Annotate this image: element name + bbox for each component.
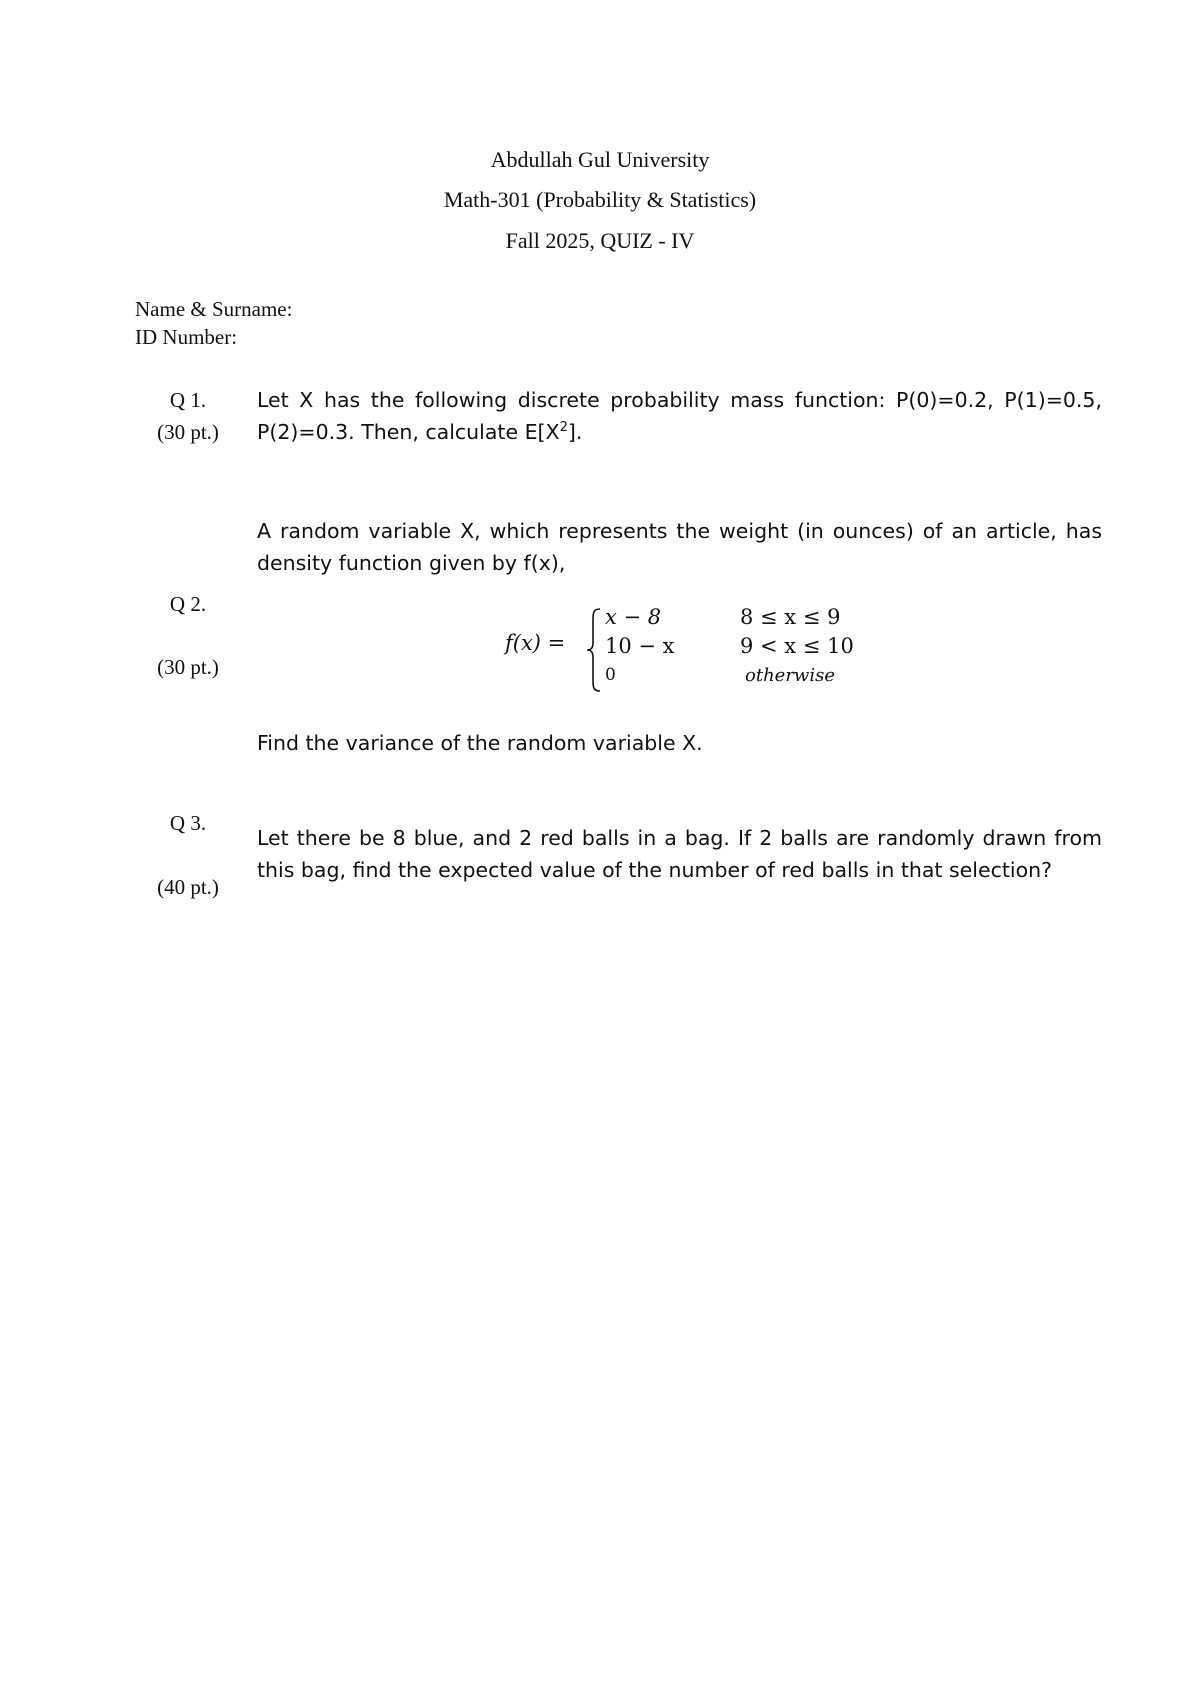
q3-points: (40 pt.) xyxy=(157,875,219,899)
q1-points: (30 pt.) xyxy=(157,420,219,444)
formula-condition: 8 ≤ x ≤ 9 xyxy=(740,605,841,629)
formula-row xyxy=(605,634,865,662)
quiz-title: Fall 2025, QUIZ - IV xyxy=(505,228,695,253)
formula-lhs: f(x) = xyxy=(505,631,566,655)
formula-expr: 0 xyxy=(605,665,616,685)
formula-condition: 9 < x ≤ 10 xyxy=(740,634,854,658)
formula-row xyxy=(605,605,865,633)
formula-condition: otherwise xyxy=(745,665,835,686)
q1-number: Q 1. xyxy=(169,388,207,412)
q2-number: Q 2. xyxy=(169,592,207,616)
q3-text: Let there be 8 blue, and 2 red balls in a bag. If 2 balls are randomly drawn from this bag, find the expected value of the number of red balls in that selection? xyxy=(257,826,1102,882)
q2-intro: A random variable X, which represents the weight (in ounces) of an article, has density function given by f(x), xyxy=(257,519,1102,575)
q1-text-main: Let X has the following discrete probability mass function: P(0)=0.2, P(1)=0.5, P(2)=0.3. Then, calculate E[X xyxy=(257,388,1102,444)
university-title: Abdullah Gul University xyxy=(490,147,710,172)
q3-number: Q 3. xyxy=(169,811,207,835)
formula-expr: x − 8 xyxy=(605,605,662,629)
formula-row xyxy=(605,665,865,693)
q2-points: (30 pt.) xyxy=(157,655,219,679)
q2-task: Find the variance of the random variable X. xyxy=(257,731,703,755)
density-function-formula xyxy=(505,605,865,695)
id-number-label: ID Number: xyxy=(135,325,238,349)
left-brace-icon xyxy=(585,607,603,693)
q1-exponent: 2 xyxy=(559,420,568,436)
name-surname-label: Name & Surname: xyxy=(135,297,293,321)
q1-text xyxy=(257,384,1102,448)
q1-text-end: ]. xyxy=(567,420,583,444)
course-title: Math-301 (Probability & Statistics) xyxy=(443,187,757,212)
formula-expr: 10 − x xyxy=(605,634,675,658)
